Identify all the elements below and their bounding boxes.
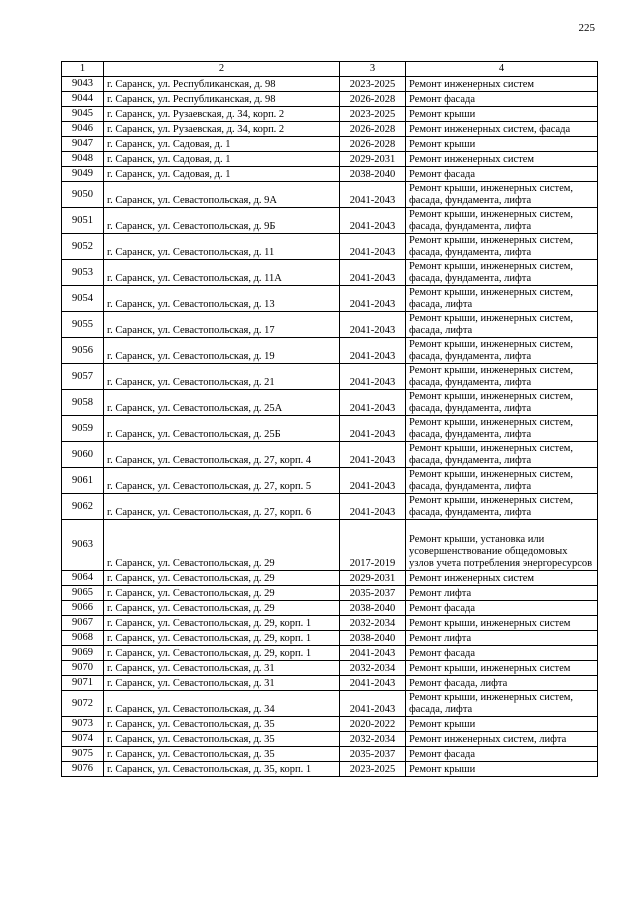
row-address: г. Саранск, ул. Республиканская, д. 98 (104, 77, 340, 92)
row-period: 2029-2031 (340, 152, 406, 167)
row-work-type: Ремонт инженерных систем, фасада (406, 122, 598, 137)
table-row (62, 646, 598, 661)
table-row (62, 364, 598, 390)
row-period: 2041-2043 (340, 390, 406, 416)
row-address: г. Саранск, ул. Севастопольская, д. 35, корп. 1 (104, 762, 340, 777)
row-address: г. Саранск, ул. Севастопольская, д. 27, корп. 4 (104, 442, 340, 468)
table-row (62, 616, 598, 631)
row-number: 9057 (62, 364, 104, 390)
table-row (62, 107, 598, 122)
row-number: 9061 (62, 468, 104, 494)
table-row (62, 717, 598, 732)
row-address: г. Саранск, ул. Рузаевская, д. 34, корп. 2 (104, 122, 340, 137)
row-work-type: Ремонт крыши, инженерных систем, фасада, фундамента, лифта (406, 390, 598, 416)
row-number: 9069 (62, 646, 104, 661)
row-work-type: Ремонт крыши, инженерных систем, фасада, лифта (406, 286, 598, 312)
row-address: г. Саранск, ул. Севастопольская, д. 35 (104, 747, 340, 762)
table-row (62, 762, 598, 777)
row-work-type: Ремонт крыши (406, 762, 598, 777)
row-work-type: Ремонт инженерных систем (406, 571, 598, 586)
row-work-type: Ремонт крыши, инженерных систем, фасада, лифта (406, 312, 598, 338)
table-row (62, 312, 598, 338)
row-period: 2041-2043 (340, 364, 406, 390)
row-address: г. Саранск, ул. Севастопольская, д. 9Б (104, 208, 340, 234)
row-work-type: Ремонт крыши, инженерных систем, фасада, лифта (406, 691, 598, 717)
row-number: 9066 (62, 601, 104, 616)
page-number: 225 (578, 22, 595, 34)
row-number: 9059 (62, 416, 104, 442)
table-row (62, 631, 598, 646)
row-number: 9058 (62, 390, 104, 416)
row-work-type: Ремонт крыши, инженерных систем, фасада, фундамента, лифта (406, 182, 598, 208)
row-address: г. Саранск, ул. Садовая, д. 1 (104, 167, 340, 182)
row-work-type: Ремонт крыши, инженерных систем, фасада, фундамента, лифта (406, 260, 598, 286)
row-number: 9076 (62, 762, 104, 777)
row-work-type: Ремонт фасада (406, 747, 598, 762)
row-address: г. Саранск, ул. Севастопольская, д. 35 (104, 717, 340, 732)
row-work-type: Ремонт крыши, инженерных систем, фасада, фундамента, лифта (406, 442, 598, 468)
row-work-type: Ремонт лифта (406, 631, 598, 646)
row-address: г. Саранск, ул. Севастопольская, д. 29, корп. 1 (104, 646, 340, 661)
row-number: 9068 (62, 631, 104, 646)
row-work-type: Ремонт инженерных систем, лифта (406, 732, 598, 747)
row-address: г. Саранск, ул. Севастопольская, д. 31 (104, 661, 340, 676)
table-row (62, 260, 598, 286)
table-row (62, 182, 598, 208)
table-row (62, 747, 598, 762)
row-address: г. Саранск, ул. Севастопольская, д. 31 (104, 676, 340, 691)
row-address: г. Саранск, ул. Севастопольская, д. 35 (104, 732, 340, 747)
row-number: 9075 (62, 747, 104, 762)
column-header-2: 2 (104, 62, 340, 77)
row-period: 2041-2043 (340, 312, 406, 338)
row-period: 2032-2034 (340, 616, 406, 631)
row-work-type: Ремонт крыши (406, 717, 598, 732)
row-address: г. Саранск, ул. Севастопольская, д. 11А (104, 260, 340, 286)
row-period: 2041-2043 (340, 208, 406, 234)
row-address: г. Саранск, ул. Севастопольская, д. 27, корп. 6 (104, 494, 340, 520)
row-address: г. Саранск, ул. Садовая, д. 1 (104, 152, 340, 167)
row-period: 2038-2040 (340, 167, 406, 182)
row-work-type: Ремонт крыши (406, 107, 598, 122)
row-period: 2023-2025 (340, 77, 406, 92)
table-row (62, 676, 598, 691)
row-address: г. Саранск, ул. Севастопольская, д. 34 (104, 691, 340, 717)
row-address: г. Саранск, ул. Севастопольская, д. 11 (104, 234, 340, 260)
row-number: 9044 (62, 92, 104, 107)
table-row (62, 234, 598, 260)
table-row (62, 416, 598, 442)
row-number: 9045 (62, 107, 104, 122)
table-row (62, 122, 598, 137)
table-row (62, 442, 598, 468)
row-work-type: Ремонт крыши, инженерных систем, фасада, фундамента, лифта (406, 338, 598, 364)
row-period: 2023-2025 (340, 107, 406, 122)
row-work-type: Ремонт фасада (406, 92, 598, 107)
row-work-type: Ремонт инженерных систем (406, 152, 598, 167)
row-period: 2017-2019 (340, 520, 406, 571)
table-row (62, 92, 598, 107)
table-row (62, 601, 598, 616)
row-address: г. Саранск, ул. Севастопольская, д. 17 (104, 312, 340, 338)
table-row (62, 494, 598, 520)
table-row (62, 77, 598, 92)
row-number: 9055 (62, 312, 104, 338)
row-period: 2038-2040 (340, 631, 406, 646)
row-work-type: Ремонт инженерных систем (406, 77, 598, 92)
row-address: г. Саранск, ул. Севастопольская, д. 29 (104, 586, 340, 601)
row-number: 9056 (62, 338, 104, 364)
row-period: 2026-2028 (340, 92, 406, 107)
row-address: г. Саранск, ул. Республиканская, д. 98 (104, 92, 340, 107)
row-work-type: Ремонт фасада (406, 601, 598, 616)
row-work-type: Ремонт лифта (406, 586, 598, 601)
row-number: 9074 (62, 732, 104, 747)
row-number: 9052 (62, 234, 104, 260)
row-period: 2026-2028 (340, 122, 406, 137)
row-period: 2041-2043 (340, 691, 406, 717)
row-work-type: Ремонт крыши, инженерных систем (406, 661, 598, 676)
row-period: 2041-2043 (340, 494, 406, 520)
row-period: 2041-2043 (340, 338, 406, 364)
row-period: 2032-2034 (340, 661, 406, 676)
table-row (62, 390, 598, 416)
row-number: 9065 (62, 586, 104, 601)
column-header-1: 1 (62, 62, 104, 77)
row-address: г. Саранск, ул. Севастопольская, д. 19 (104, 338, 340, 364)
row-address: г. Саранск, ул. Севастопольская, д. 9А (104, 182, 340, 208)
row-period: 2038-2040 (340, 601, 406, 616)
row-period: 2041-2043 (340, 182, 406, 208)
row-work-type: Ремонт крыши, инженерных систем, фасада, фундамента, лифта (406, 208, 598, 234)
row-number: 9064 (62, 571, 104, 586)
row-period: 2032-2034 (340, 732, 406, 747)
row-address: г. Саранск, ул. Севастопольская, д. 29 (104, 571, 340, 586)
row-number: 9071 (62, 676, 104, 691)
table-row (62, 167, 598, 182)
row-period: 2041-2043 (340, 416, 406, 442)
table-header-row (62, 62, 598, 77)
table-row (62, 691, 598, 717)
row-address: г. Саранск, ул. Севастопольская, д. 21 (104, 364, 340, 390)
row-period: 2026-2028 (340, 137, 406, 152)
row-number: 9050 (62, 182, 104, 208)
row-period: 2041-2043 (340, 468, 406, 494)
table-row (62, 571, 598, 586)
row-period: 2035-2037 (340, 747, 406, 762)
row-number: 9063 (62, 520, 104, 571)
table-row (62, 468, 598, 494)
row-period: 2020-2022 (340, 717, 406, 732)
row-number: 9043 (62, 77, 104, 92)
table-row (62, 520, 598, 571)
row-address: г. Саранск, ул. Севастопольская, д. 29, корп. 1 (104, 631, 340, 646)
table-row (62, 286, 598, 312)
row-work-type: Ремонт фасада, лифта (406, 676, 598, 691)
row-period: 2035-2037 (340, 586, 406, 601)
row-period: 2041-2043 (340, 646, 406, 661)
row-number: 9048 (62, 152, 104, 167)
row-work-type: Ремонт крыши (406, 137, 598, 152)
column-header-4: 4 (406, 62, 598, 77)
row-address: г. Саранск, ул. Севастопольская, д. 29, корп. 1 (104, 616, 340, 631)
table-row (62, 732, 598, 747)
row-number: 9054 (62, 286, 104, 312)
table-row (62, 338, 598, 364)
column-header-3: 3 (340, 62, 406, 77)
row-period: 2041-2043 (340, 260, 406, 286)
table-row (62, 661, 598, 676)
row-work-type: Ремонт фасада (406, 646, 598, 661)
row-number: 9067 (62, 616, 104, 631)
row-period: 2041-2043 (340, 676, 406, 691)
row-number: 9049 (62, 167, 104, 182)
row-number: 9070 (62, 661, 104, 676)
row-work-type: Ремонт крыши, установка или усовершенствование общедомовых узлов учета потребления энергоресурсов (406, 520, 598, 571)
row-address: г. Саранск, ул. Рузаевская, д. 34, корп. 2 (104, 107, 340, 122)
row-address: г. Саранск, ул. Севастопольская, д. 29 (104, 520, 340, 571)
table-row (62, 152, 598, 167)
row-period: 2041-2043 (340, 286, 406, 312)
row-number: 9073 (62, 717, 104, 732)
row-address: г. Саранск, ул. Севастопольская, д. 13 (104, 286, 340, 312)
row-number: 9053 (62, 260, 104, 286)
row-work-type: Ремонт крыши, инженерных систем, фасада, фундамента, лифта (406, 494, 598, 520)
row-address: г. Саранск, ул. Севастопольская, д. 25А (104, 390, 340, 416)
row-period: 2041-2043 (340, 234, 406, 260)
row-work-type: Ремонт крыши, инженерных систем (406, 616, 598, 631)
row-number: 9072 (62, 691, 104, 717)
row-address: г. Саранск, ул. Садовая, д. 1 (104, 137, 340, 152)
row-period: 2041-2043 (340, 442, 406, 468)
row-work-type: Ремонт крыши, инженерных систем, фасада, фундамента, лифта (406, 416, 598, 442)
row-period: 2029-2031 (340, 571, 406, 586)
row-number: 9060 (62, 442, 104, 468)
row-work-type: Ремонт фасада (406, 167, 598, 182)
row-work-type: Ремонт крыши, инженерных систем, фасада, фундамента, лифта (406, 364, 598, 390)
table-row (62, 208, 598, 234)
row-period: 2023-2025 (340, 762, 406, 777)
table-body (62, 62, 598, 777)
row-address: г. Саранск, ул. Севастопольская, д. 29 (104, 601, 340, 616)
row-number: 9062 (62, 494, 104, 520)
repair-schedule-table (61, 61, 598, 777)
row-work-type: Ремонт крыши, инженерных систем, фасада, фундамента, лифта (406, 234, 598, 260)
row-address: г. Саранск, ул. Севастопольская, д. 27, корп. 5 (104, 468, 340, 494)
row-number: 9046 (62, 122, 104, 137)
row-work-type: Ремонт крыши, инженерных систем, фасада, фундамента, лифта (406, 468, 598, 494)
table-row (62, 586, 598, 601)
table-row (62, 137, 598, 152)
row-number: 9047 (62, 137, 104, 152)
row-address: г. Саранск, ул. Севастопольская, д. 25Б (104, 416, 340, 442)
row-number: 9051 (62, 208, 104, 234)
